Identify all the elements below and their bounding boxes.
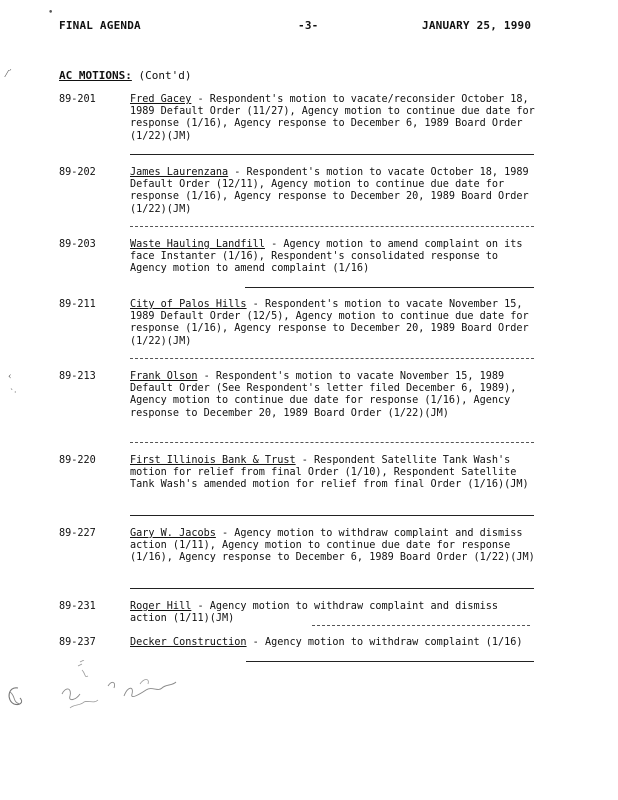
divider [130,588,534,589]
item-text: - Respondent's motion to vacate November 15, 1989 Default Order (See Respondent's letter filed December 6, 1989), Agency motion to continue due date for response (1/16), Agency response to December 20, 1989 Board Order (1/22)(JM) [130,371,517,419]
case-number: 89-202 [59,167,96,178]
divider [130,442,534,443]
item-text: - Agency motion to withdraw complaint (1/16) [246,637,523,648]
party-name: James Laurenzana [130,167,229,178]
item-description [130,637,540,649]
item-description [130,455,540,492]
item-description [130,167,540,216]
party-name: Gary W. Jacobs [130,528,216,539]
divider [130,358,534,359]
item-description [130,528,540,565]
item-description [130,299,540,348]
header-title: FINAL AGENDA [59,19,141,32]
item-description [130,601,540,625]
divider [245,287,534,288]
divider [130,226,534,227]
item-description [130,239,540,276]
item-text: - Respondent's motion to vacate November 15, 1989 Default Order (12/5), Agency motion to continue due date for response (1/16), Agency response to December 20, 1989 Board Order (1/22)(JM) [130,299,529,347]
divider [130,515,534,516]
item-text: - Agency motion to withdraw complaint and dismiss action (1/11)(JM) [130,601,499,625]
divider [246,661,534,662]
party-name: Decker Construction [130,637,247,648]
divider [312,625,530,626]
case-number: 89-203 [59,239,96,250]
party-name: Roger Hill [130,601,192,612]
section-title: AC MOTIONS: [59,69,132,82]
party-name: Frank Olson [130,371,198,382]
divider [130,154,534,155]
case-number: 89-237 [59,637,96,648]
party-name: City of Palos Hills [130,299,247,310]
section-suffix: (Cont'd) [131,69,192,82]
page-number: -3- [298,19,319,32]
case-number: 89-220 [59,455,96,466]
item-text: - Respondent Satellite Tank Wash's motion for relief from final Order (1/10), Respondent Satellite Tank Wash's amended motion for relief from final Order (1/16)(JM) [130,455,529,491]
scan-speck-mark: • [48,8,54,18]
case-number: 89-213 [59,371,96,382]
item-text: - Agency motion to amend complaint on its face Instanter (1/16), Respondent's consolidated response to Agency motion to amend complaint (1/16) [130,239,523,275]
party-name: First Illinois Bank & Trust [130,455,296,466]
item-description [130,371,540,420]
case-number: 89-227 [59,528,96,539]
item-text: - Agency motion to withdraw complaint and dismiss action (1/11), Agency motion to continue due date for response (1/16), Agency response to December 6, 1989 Board Order (1/22)(JM) [130,528,535,564]
header-date: JANUARY 25, 1990 [422,19,532,32]
item-text: - Respondent's motion to vacate/reconsider October 18, 1989 Default Order (11/27), Agency motion to continue due date for response (1/16), Agency response to December 6, 1989 Board Order (1/22)(JM) [130,94,535,142]
case-number: 89-231 [59,601,96,612]
section-heading [59,69,191,82]
item-text: - Respondent's motion to vacate October 18, 1989 Default Order (12/11), Agency motion to continue due date for response (1/16), Agency response to December 20, 1989 Board Order (1/22)(JM) [130,167,529,215]
scan-mark: ‹ [8,372,12,382]
scan-mark: ˋ· [10,388,17,397]
party-name: Waste Hauling Landfill [130,239,265,250]
party-name: Fred Gacey [130,94,192,105]
handwritten-signature-icon [0,660,200,740]
case-number: 89-211 [59,299,96,310]
case-number: 89-201 [59,94,96,105]
scan-mark: ⁄ˊ [6,70,13,80]
item-description [130,94,540,143]
